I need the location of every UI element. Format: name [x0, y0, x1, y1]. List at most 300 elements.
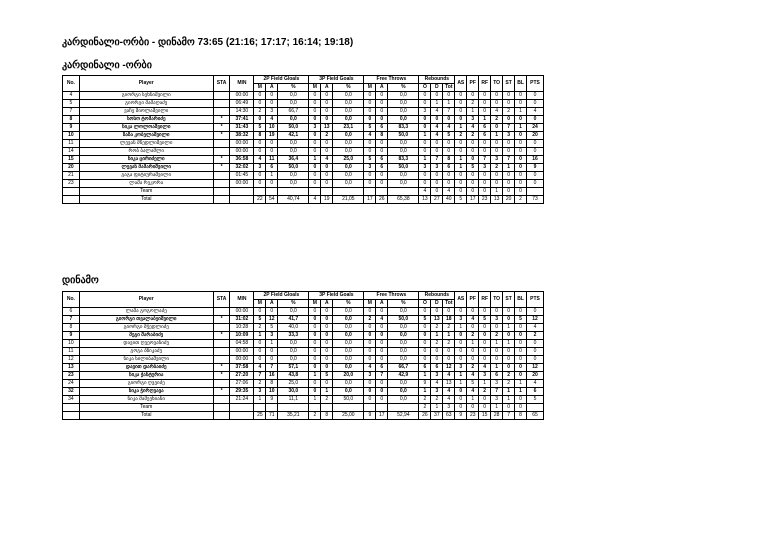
stat-fg2-att: 0: [266, 148, 278, 156]
stat-fg3-pct: 0,0: [333, 324, 364, 332]
stat-fouls-received: 4: [479, 364, 491, 372]
player-name: Team: [79, 188, 213, 196]
stat-assists: 0: [455, 100, 467, 108]
stat-reb-off: 0: [419, 348, 431, 356]
stat-ft-att: 4: [376, 316, 388, 324]
stat-fouls: 0: [467, 92, 479, 100]
stat-reb-tot: 0: [443, 348, 455, 356]
stat-reb-def: 0: [431, 188, 443, 196]
stat-fg2-made: 0: [254, 116, 266, 124]
stat-ft-pct: 83,3: [388, 124, 419, 132]
player-row: [63, 156, 544, 164]
stat-assists: 0: [455, 388, 467, 396]
stat-reb-tot: 3: [443, 404, 455, 412]
player-row: [63, 148, 544, 156]
minutes: 27:20: [230, 372, 254, 380]
stat-ft-pct: 0,0: [388, 108, 419, 116]
stat-turnovers: 28: [491, 412, 503, 420]
stat-points: 9: [527, 164, 544, 172]
stat-reb-def: 37: [431, 412, 443, 420]
stat-fg3-pct: 0,0: [333, 348, 364, 356]
stat-fg2-made: 5: [254, 124, 266, 132]
stat-reb-off: 0: [419, 100, 431, 108]
stat-fouls-received: 0: [479, 180, 491, 188]
stat-reb-tot: 4: [443, 124, 455, 132]
player-number: 11: [63, 140, 80, 148]
starter-mark: [213, 100, 230, 108]
stat-fg3-pct: 25,00: [333, 412, 364, 420]
stat-reb-off: 1: [419, 132, 431, 140]
stat-fg2-made: 2: [254, 380, 266, 388]
stat-fg2-att: 6: [266, 164, 278, 172]
stat-reb-tot: 0: [443, 148, 455, 156]
stat-blocks: 0: [515, 308, 527, 316]
stat-fg3-pct: [333, 188, 364, 196]
stat-ft-att: [376, 404, 388, 412]
player-name: გიორგი თვალაბეიშვილი: [79, 316, 213, 324]
stat-fg2-made: 0: [254, 180, 266, 188]
stat-assists: 1: [455, 156, 467, 164]
stat-steals: 2: [503, 108, 515, 116]
stat-ft-made: [364, 188, 376, 196]
stat-fg2-pct: 40,0: [278, 324, 309, 332]
stat-ft-made: 0: [364, 172, 376, 180]
stat-ft-made: 0: [364, 380, 376, 388]
col-points: PTS: [527, 292, 544, 308]
player-row: [63, 172, 544, 180]
stat-fg2-pct: 33,3: [278, 332, 309, 340]
player-name: ლევან მამარიშვილი: [79, 164, 213, 172]
starter-mark: *: [213, 164, 230, 172]
minutes: 10:09: [230, 332, 254, 340]
subcol-pct: %: [333, 84, 364, 92]
stat-fg3-made: 0: [309, 116, 321, 124]
col-turnovers: TO: [491, 292, 503, 308]
stat-turnovers: 1: [491, 340, 503, 348]
stat-blocks: 2: [515, 196, 527, 204]
stat-points: 24: [527, 124, 544, 132]
stat-blocks: 5: [515, 316, 527, 324]
stat-reb-tot: 63: [443, 412, 455, 420]
stat-turnovers: 3: [491, 396, 503, 404]
stat-ft-made: 9: [364, 412, 376, 420]
stat-fg2-att: 54: [266, 196, 278, 204]
stat-fouls-received: 6: [479, 124, 491, 132]
starter-mark: [213, 196, 230, 204]
stat-assists: 3: [455, 364, 467, 372]
player-row: [63, 356, 544, 364]
stat-assists: 0: [455, 92, 467, 100]
stat-reb-tot: 0: [443, 356, 455, 364]
stat-blocks: 0: [515, 332, 527, 340]
stat-fg3-pct: 0,0: [333, 164, 364, 172]
stat-fouls: 0: [467, 348, 479, 356]
stat-ft-att: 0: [376, 148, 388, 156]
stat-turnovers: 0: [491, 308, 503, 316]
stat-fg2-made: 22: [254, 196, 266, 204]
stat-steals: 0: [503, 348, 515, 356]
minutes: 27:06: [230, 380, 254, 388]
stat-ft-made: 5: [364, 124, 376, 132]
stat-fg3-pct: 0,0: [333, 108, 364, 116]
stat-ft-att: 8: [376, 132, 388, 140]
stat-blocks: 0: [515, 156, 527, 164]
total-row: [63, 412, 544, 420]
stat-assists: 0: [455, 140, 467, 148]
stat-steals: 0: [503, 140, 515, 148]
stat-fouls-received: 3: [479, 372, 491, 380]
stat-ft-made: 0: [364, 348, 376, 356]
starter-mark: [213, 348, 230, 356]
stat-ft-made: 0: [364, 340, 376, 348]
stat-fg2-pct: 0,0: [278, 92, 309, 100]
stat-fg3-pct: 0,0: [333, 180, 364, 188]
stat-fouls: 3: [467, 116, 479, 124]
stat-points: 20: [527, 372, 544, 380]
stat-assists: 5: [455, 196, 467, 204]
col-assists: AS: [455, 292, 467, 308]
stat-ft-att: 0: [376, 348, 388, 356]
stat-fg3-att: 0: [321, 324, 333, 332]
stat-reb-off: 1: [419, 372, 431, 380]
player-name: გოგა ბზიკაძე: [79, 348, 213, 356]
player-number: 24: [63, 380, 80, 388]
stat-fouls: 1: [467, 108, 479, 116]
stat-assists: 1: [455, 164, 467, 172]
stat-ft-made: 17: [364, 196, 376, 204]
stat-fg3-pct: 0,0: [333, 316, 364, 324]
stat-fouls: 1: [467, 396, 479, 404]
stat-steals: 1: [503, 164, 515, 172]
stat-fouls: 4: [467, 316, 479, 324]
stat-ft-att: 17: [376, 412, 388, 420]
player-row: [63, 364, 544, 372]
stat-reb-tot: 4: [443, 388, 455, 396]
stat-fg3-pct: 0,0: [333, 356, 364, 364]
stat-fg2-made: 3: [254, 164, 266, 172]
col-no: No.: [63, 292, 80, 308]
stat-fouls-received: 0: [479, 348, 491, 356]
stat-fouls: 0: [467, 356, 479, 364]
stat-fouls: 1: [467, 340, 479, 348]
player-row: [63, 308, 544, 316]
stat-ft-made: 0: [364, 396, 376, 404]
stat-turnovers: 1: [491, 404, 503, 412]
stat-reb-def: 0: [431, 172, 443, 180]
stat-reb-off: 0: [419, 308, 431, 316]
stat-turnovers: 4: [491, 108, 503, 116]
stat-assists: 0: [455, 188, 467, 196]
col-fouls-received: RF: [479, 76, 491, 92]
player-name: დავით დარბაიძე: [79, 364, 213, 372]
stat-reb-off: 1: [419, 388, 431, 396]
stat-blocks: 0: [515, 100, 527, 108]
stat-assists: 1: [455, 380, 467, 388]
stat-steals: 0: [503, 332, 515, 340]
stat-fg2-made: 4: [254, 364, 266, 372]
col-fouls-received: RF: [479, 292, 491, 308]
stat-ft-made: 0: [364, 108, 376, 116]
stat-fouls: 4: [467, 372, 479, 380]
stat-fg3-att: 0: [321, 148, 333, 156]
stat-fg2-pct: 57,1: [278, 364, 309, 372]
stat-fg3-made: 0: [309, 180, 321, 188]
player-number: 10: [63, 132, 80, 140]
stat-fouls-received: 0: [479, 172, 491, 180]
stat-steals: 7: [503, 412, 515, 420]
stat-fg2-att: 0: [266, 92, 278, 100]
player-number: 11: [63, 348, 80, 356]
stat-reb-tot: 0: [443, 92, 455, 100]
stat-fg2-att: 8: [266, 380, 278, 388]
subcol-pct: %: [278, 300, 309, 308]
stat-fouls-received: 0: [479, 332, 491, 340]
stat-fg3-att: 0: [321, 164, 333, 172]
stat-reb-tot: 18: [443, 316, 455, 324]
col-blocks: BL: [515, 292, 527, 308]
subcol-a: A: [376, 84, 388, 92]
stat-fouls-received: 0: [479, 108, 491, 116]
player-row: [63, 316, 544, 324]
stat-fg3-att: 0: [321, 340, 333, 348]
stat-fg3-pct: 0,0: [333, 388, 364, 396]
stat-ft-made: 0: [364, 308, 376, 316]
stat-fg3-made: 0: [309, 132, 321, 140]
player-name: გაგა ფიტიურაშვილი: [79, 172, 213, 180]
stat-ft-pct: 42,9: [388, 372, 419, 380]
col-free-throws: Free Throws: [364, 76, 419, 84]
stat-reb-tot: 40: [443, 196, 455, 204]
stat-reb-tot: 4: [443, 372, 455, 380]
stat-reb-off: 4: [419, 188, 431, 196]
stat-fouls-received: 0: [479, 100, 491, 108]
stat-turnovers: 0: [491, 148, 503, 156]
stat-fg3-made: 3: [309, 124, 321, 132]
stat-ft-pct: 0,0: [388, 180, 419, 188]
stat-fg3-pct: 23,1: [333, 124, 364, 132]
stat-fg3-att: 0: [321, 348, 333, 356]
stat-fg3-pct: 0,0: [333, 308, 364, 316]
stat-reb-tot: 12: [443, 364, 455, 372]
stat-fg2-made: 0: [254, 340, 266, 348]
stat-ft-made: 0: [364, 180, 376, 188]
stat-fg3-att: 0: [321, 316, 333, 324]
stat-blocks: 0: [515, 164, 527, 172]
stat-ft-pct: [388, 404, 419, 412]
stat-ft-made: 2: [364, 316, 376, 324]
stat-steals: 7: [503, 124, 515, 132]
stat-fg2-pct: 36,4: [278, 156, 309, 164]
stat-ft-made: 0: [364, 116, 376, 124]
stat-fg3-made: 4: [309, 196, 321, 204]
minutes: 37:58: [230, 364, 254, 372]
stat-turnovers: 2: [491, 332, 503, 340]
stat-fg2-made: 25: [254, 412, 266, 420]
minutes: [230, 412, 254, 420]
stat-fg3-att: 13: [321, 124, 333, 132]
starter-mark: [213, 92, 230, 100]
stat-blocks: 0: [515, 372, 527, 380]
team-row: [63, 188, 544, 196]
stat-reb-def: 0: [431, 356, 443, 364]
player-row: [63, 340, 544, 348]
stat-reb-off: 26: [419, 412, 431, 420]
stat-reb-off: 0: [419, 332, 431, 340]
stat-turnovers: 0: [491, 356, 503, 364]
subcol-d: D: [431, 84, 443, 92]
stat-points: 0: [527, 340, 544, 348]
stat-fouls-received: 1: [479, 116, 491, 124]
stat-ft-pct: 0,0: [388, 396, 419, 404]
player-name: სოსო ტომარიძე: [79, 116, 213, 124]
starter-mark: [213, 140, 230, 148]
stat-fg3-pct: 0,0: [333, 364, 364, 372]
stat-turnovers: 0: [491, 140, 503, 148]
stat-reb-def: 0: [431, 140, 443, 148]
starter-mark: *: [213, 388, 230, 396]
team-heading-away: დინამო: [62, 275, 99, 286]
stat-assists: 0: [455, 108, 467, 116]
minutes: [230, 188, 254, 196]
player-number: [63, 196, 80, 204]
player-row: [63, 92, 544, 100]
stat-fg2-att: 0: [266, 348, 278, 356]
stat-points: 0: [527, 356, 544, 364]
stat-fouls-received: 0: [479, 140, 491, 148]
stat-blocks: 0: [515, 348, 527, 356]
stat-ft-att: 7: [376, 372, 388, 380]
player-name: მეგი შარაბიძე: [79, 332, 213, 340]
stat-ft-att: 0: [376, 180, 388, 188]
stat-reb-tot: 2: [443, 324, 455, 332]
starter-mark: *: [213, 132, 230, 140]
stat-fg2-att: 71: [266, 412, 278, 420]
subcol-a: A: [376, 300, 388, 308]
minutes: 00:00: [230, 308, 254, 316]
subcol-a: A: [266, 84, 278, 92]
stat-fg3-att: 0: [321, 308, 333, 316]
stat-blocks: 0: [515, 356, 527, 364]
stat-ft-made: [364, 404, 376, 412]
player-name: გიორგი სეხნიშვილი: [79, 92, 213, 100]
stat-reb-tot: 7: [443, 108, 455, 116]
stat-reb-off: 0: [419, 172, 431, 180]
stat-ft-pct: 50,0: [388, 164, 419, 172]
player-name: Total: [79, 412, 213, 420]
subcol-pct: %: [388, 300, 419, 308]
stat-assists: 0: [455, 148, 467, 156]
stat-fouls: 2: [467, 132, 479, 140]
stat-ft-att: 6: [376, 156, 388, 164]
player-name: რობ ბალამლი: [79, 148, 213, 156]
stat-reb-off: 0: [419, 140, 431, 148]
minutes: 00:00: [230, 356, 254, 364]
stat-ft-att: 0: [376, 140, 388, 148]
player-name: ნიკა ლოლოაშვილი: [79, 124, 213, 132]
stat-reb-tot: 4: [443, 396, 455, 404]
stat-reb-tot: 5: [443, 132, 455, 140]
stat-fg3-att: 1: [321, 388, 333, 396]
stat-assists: 0: [455, 396, 467, 404]
stat-fg2-att: 4: [266, 116, 278, 124]
stat-ft-made: 0: [364, 388, 376, 396]
stat-fg3-made: 0: [309, 92, 321, 100]
stat-fg2-pct: 42,1: [278, 132, 309, 140]
player-number: 15: [63, 156, 80, 164]
stat-fg2-pct: 30,0: [278, 388, 309, 396]
stat-fouls: 5: [467, 380, 479, 388]
player-name: ნიკა ჭირღვავა: [79, 388, 213, 396]
player-name: ნიკა ცირიძელი: [79, 156, 213, 164]
stat-assists: 0: [455, 332, 467, 340]
stat-ft-att: 0: [376, 396, 388, 404]
starter-mark: [213, 324, 230, 332]
stat-fg2-att: 0: [266, 308, 278, 316]
stat-assists: 2: [455, 132, 467, 140]
stat-ft-made: 3: [364, 164, 376, 172]
player-number: 8: [63, 116, 80, 124]
stat-fouls: 0: [467, 172, 479, 180]
stat-fg3-made: [309, 404, 321, 412]
stat-fouls: 17: [467, 196, 479, 204]
subcol-pct: %: [278, 84, 309, 92]
starter-mark: [213, 108, 230, 116]
player-number: 21: [63, 172, 80, 180]
minutes: [230, 404, 254, 412]
stat-fg2-pct: 43,8: [278, 372, 309, 380]
stat-fg3-pct: 25,0: [333, 156, 364, 164]
stat-fg3-att: 0: [321, 364, 333, 372]
stat-fg3-made: 2: [309, 412, 321, 420]
stat-steals: 20: [503, 196, 515, 204]
stat-fg2-made: 4: [254, 156, 266, 164]
stat-fouls: 0: [467, 140, 479, 148]
stat-reb-tot: 1: [443, 332, 455, 340]
stat-turnovers: 0: [491, 324, 503, 332]
minutes: 21:24: [230, 396, 254, 404]
player-number: 6: [63, 308, 80, 316]
stat-fg3-att: 0: [321, 356, 333, 364]
stat-fouls: 4: [467, 124, 479, 132]
player-number: 7: [63, 108, 80, 116]
stat-ft-att: 0: [376, 308, 388, 316]
player-name: დავით ღვეოვანიძე: [79, 340, 213, 348]
stat-fg2-pct: 41,7: [278, 316, 309, 324]
stat-fg3-made: 0: [309, 172, 321, 180]
stat-points: 12: [527, 364, 544, 372]
stat-turnovers: 1: [491, 188, 503, 196]
subcol-tot: Tot: [443, 84, 455, 92]
subcol-o: O: [419, 300, 431, 308]
stat-ft-pct: 0,0: [388, 356, 419, 364]
stat-reb-def: 3: [431, 388, 443, 396]
stat-ft-made: 5: [364, 156, 376, 164]
stat-blocks: 0: [515, 396, 527, 404]
stat-blocks: 1: [515, 388, 527, 396]
stat-fg2-att: 11: [266, 156, 278, 164]
minutes: 29:35: [230, 388, 254, 396]
stat-assists: 0: [455, 308, 467, 316]
stat-points: 12: [527, 316, 544, 324]
stat-fouls-received: 0: [479, 356, 491, 364]
starter-mark: *: [213, 364, 230, 372]
stat-reb-def: 0: [431, 116, 443, 124]
stat-points: 4: [527, 108, 544, 116]
stat-fg3-pct: 0,0: [333, 148, 364, 156]
stat-steals: 3: [503, 132, 515, 140]
player-row: [63, 132, 544, 140]
subcol-pct: %: [388, 84, 419, 92]
